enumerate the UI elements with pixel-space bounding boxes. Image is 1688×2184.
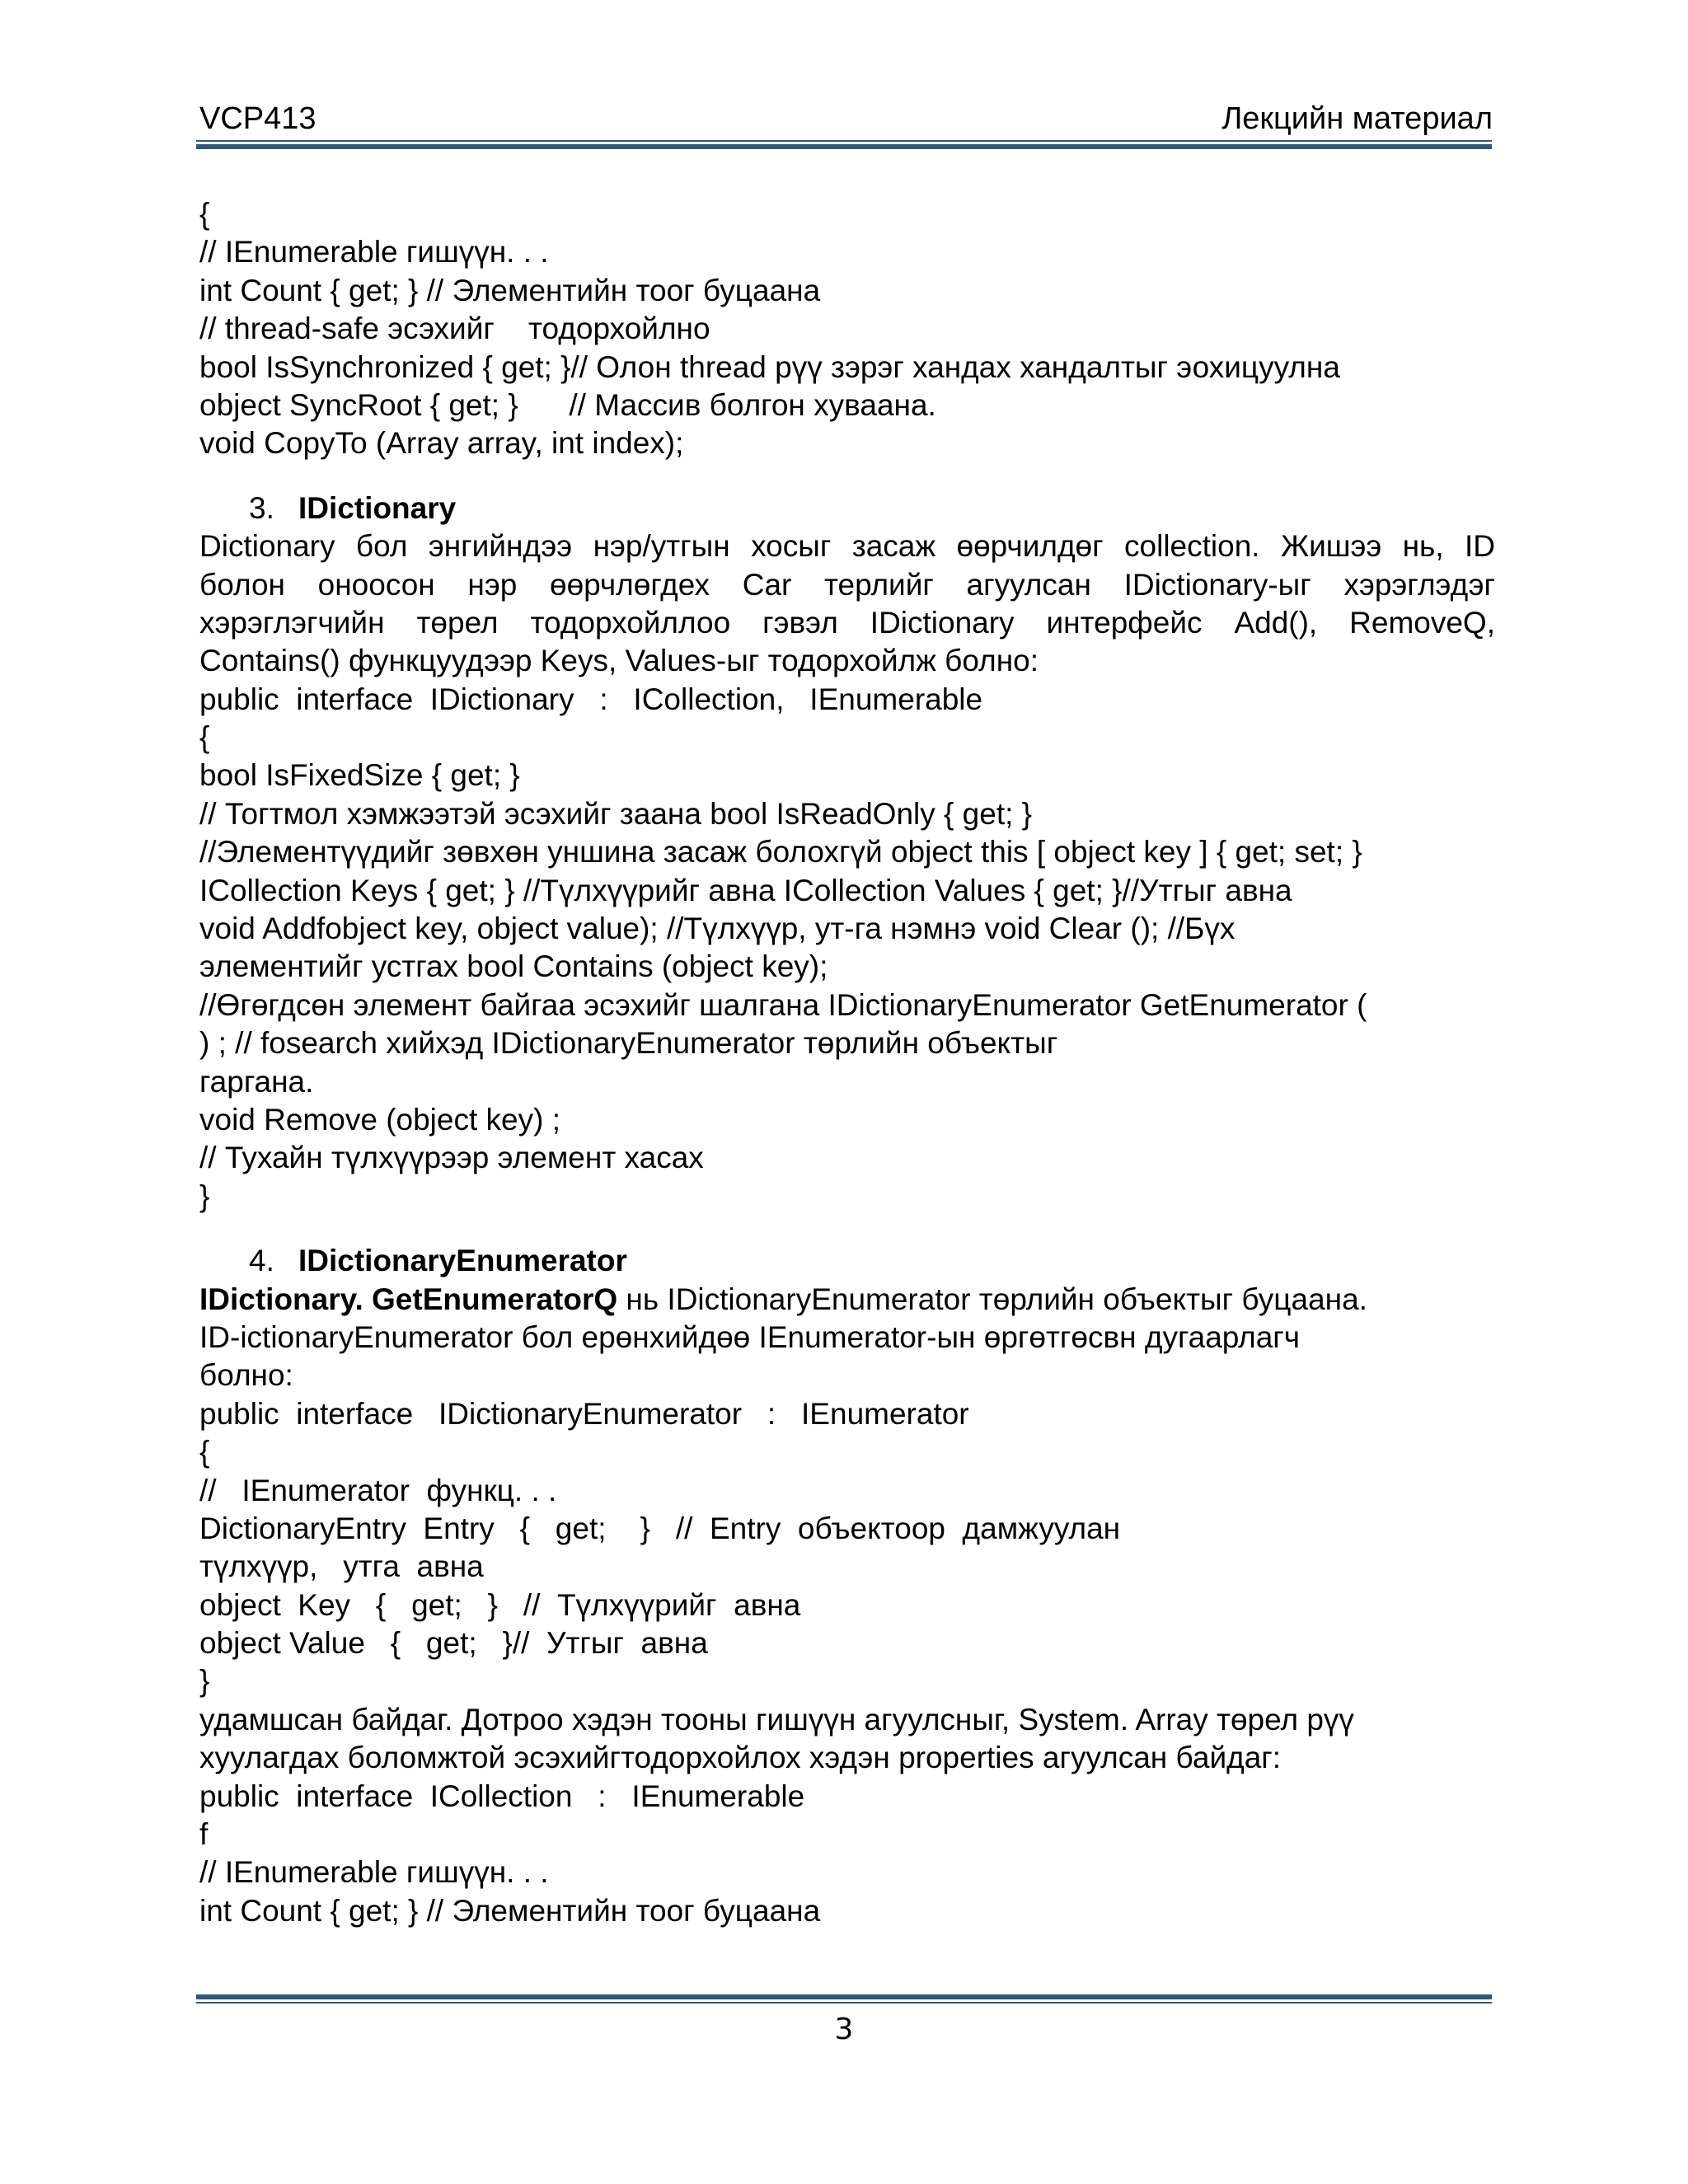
code-line: Contains() функцуудээр Keys, Values-ыг тодорхойлж болно: [199,644,1039,678]
page-body [199,195,1495,1930]
code-line: void CopyTo (Array array, int index); [199,426,684,461]
paragraph-line [199,1281,1495,1319]
code-line: bool IsSynchronized { get; }// Олон thread рүү зэрэг хандах хандалтыг эохицуулна [199,349,1340,384]
code-line: object SyncRoot { get; } // Массив болгон хуваана. [199,387,936,422]
code-line: хуулагдах боломжтой эсэхийгтодорхойлох хэдэн properties агуулсан байдаг: [199,1741,1282,1775]
code-line: DictionaryEntry Entry { get; } // Entry объектоор дамжуулан [199,1511,1121,1545]
code-line: int Count { get; } // Элементийн тоог буцаана [199,1893,821,1928]
code-line: элементийг устгах bool Contains (object key); [199,949,828,984]
code-line: { [199,1435,210,1469]
code-line: object Key { get; } // Түлхүүрийг авна [199,1587,801,1622]
code-line: f [199,1817,209,1852]
code-line: // IEnumerator функц. . . [199,1473,557,1507]
code-line: // Тухайн түлхүүрээр элемент хасах [199,1141,704,1175]
section-number: 3. [249,490,274,525]
code-line: түлхүүр, утга авна [199,1549,484,1584]
paragraph-text: нь IDictionaryEnumerator төрлийн объектыг буцаана. [617,1282,1367,1316]
code-line: { [199,197,210,231]
code-line: } [199,1664,210,1699]
section-heading-idictionaryenumerator [199,1242,1495,1280]
section-number: 4. [249,1244,274,1278]
code-line: // IEnumerable гишүүн. . . [199,235,549,269]
page-header-course: VCP413 [199,101,316,136]
code-line: //Өгөгдсөн элемент байгаа эсэхийг шалгана IDictionaryEnumerator GetEnumerator ( [199,987,1367,1022]
paragraph-line: хэрэглэгчийн төрел тодорхойллоо гэвэл IDictionary интерфейс Add(), RemoveQ, [199,605,1495,640]
code-line: void Remove (object key) ; [199,1102,561,1137]
code-line: //Элементүүдийг зөвхөн уншина засаж болохгүй object this [ object key ] { get; set; } [199,835,1362,869]
section-heading-idictionary [199,490,1495,527]
paragraph-line: Dictionary бол энгийндээ нэр/утгын хосыг засаж өөрчилдөг collection. Жишээ нь, ID [199,529,1495,564]
code-line: // IEnumerable гишүүн. . . [199,1855,549,1890]
bold-term: IDictionary. GetEnumeratorQ [199,1282,618,1316]
code-line: ICollection Keys { get; } //Түлхүүрийг авна ICollection Values { get; }//Утгыг авна [199,873,1292,907]
code-line: // Тогтмол хэмжээтэй эсэхийг заана bool IsReadOnly { get; } [199,796,1033,831]
section-title: IDictionary [298,490,457,525]
code-line: болно: [199,1358,293,1393]
footer-rule-thick [196,1994,1492,1999]
code-line: ) ; // fosearch хийхэд IDictionaryEnumerator төрлийн объектыг [199,1026,1058,1061]
header-rule-thick [196,144,1492,149]
footer-rule-thin [196,2002,1492,2004]
code-line: гаргана. [199,1064,314,1099]
code-line: object Value { get; }// Утгыг авна [199,1626,708,1661]
code-line: public interface IDictionaryEnumerator : IEnumerator [199,1396,969,1431]
page-header-title: Лекцийн материал [1221,101,1493,136]
code-line: public interface ICollection : IEnumerable [199,1779,805,1813]
code-line: { [199,720,210,755]
code-line: // thread-safe эсэхийг тодорхойлно [199,312,710,346]
header-rule-thin [196,140,1492,142]
code-line: int Count { get; } // Элементийн тоог буцаана [199,273,821,307]
code-line: ID-ictionaryEnumerator бол ерөнхийдөө IEnumerator-ын өргөтгөсвн дугаарлагч [199,1319,1301,1354]
code-line: } [199,1179,210,1213]
code-line: bool IsFixedSize { get; } [199,758,520,793]
page-number: 3 [834,2013,854,2046]
paragraph-line: болон оноосон нэр өөрчлөгдех Car терлийг агуулсан IDictionary-ыг хэрэглэдэг [199,567,1495,602]
code-line: void Addfobject key, object value); //Түлхүүр, ут-га нэмнэ void Clear (); //Бүх [199,912,1236,946]
code-line: удамшсан байдаг. Дотроо хэдэн тооны гишүүн агуулсныг, System. Array төрел рүү [199,1702,1354,1736]
section-title: IDictionaryEnumerator [298,1244,627,1278]
code-line: public interface IDictionary : ICollection, IEnumerable [199,682,983,716]
